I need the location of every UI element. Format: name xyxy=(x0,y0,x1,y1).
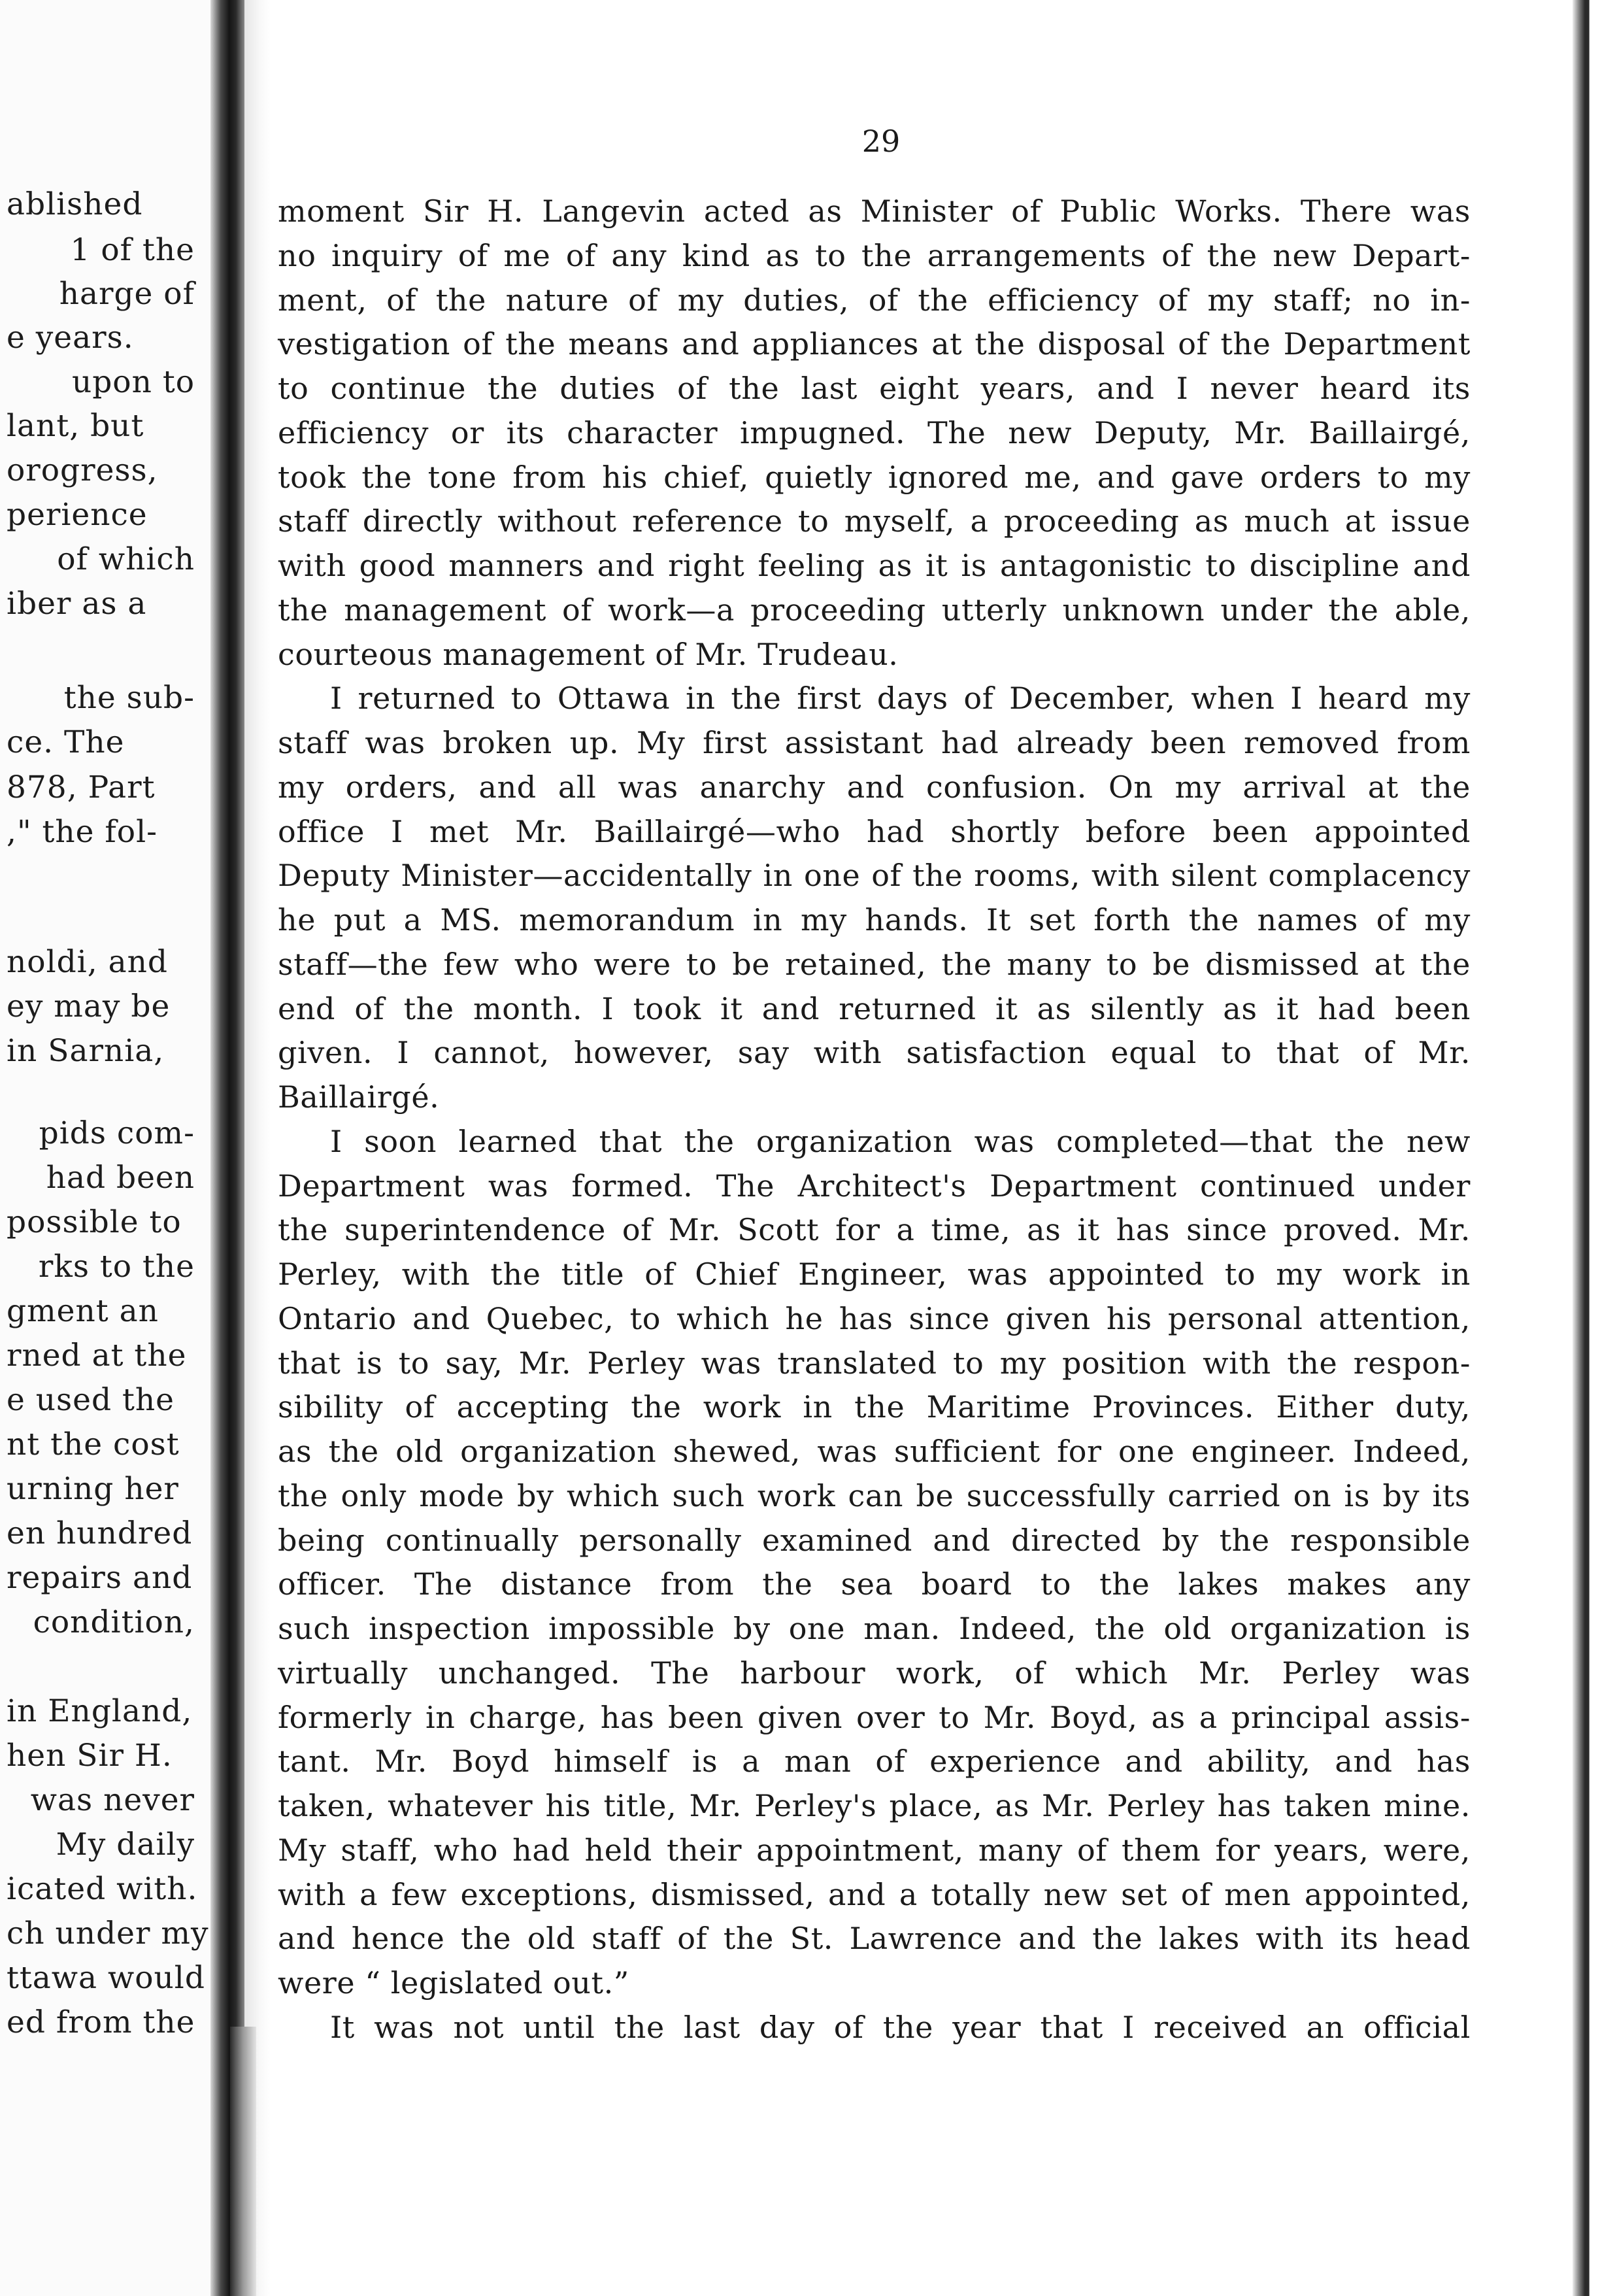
facing-page-line: ce. The xyxy=(7,724,125,760)
facing-page-line: in England, xyxy=(7,1693,193,1729)
text-line: with good manners and right feeling as it is antagonistic to discipline and xyxy=(278,548,1471,583)
facing-page-line: harge of xyxy=(59,276,195,312)
text-line: office I met Mr. Baillairgé—who had shortly before been appointed xyxy=(278,813,1471,849)
text-line: the management of work—a proceeding utterly unknown under the able, xyxy=(278,592,1471,628)
text-line: no inquiry of me of any kind as to the arrangements of the new Depart- xyxy=(278,237,1471,273)
facing-page-line: noldi, and xyxy=(7,944,168,980)
text-line: efficiency or its character impugned. The new Deputy, Mr. Baillairgé, xyxy=(278,414,1471,450)
facing-page-line: the sub- xyxy=(63,680,195,716)
text-line: the superintendence of Mr. Scott for a time, as it has since proved. Mr. xyxy=(278,1212,1471,1248)
text-line: were “ legislated out.” xyxy=(278,1965,629,2001)
text-line: Ontario and Quebec, to which he has since given his personal attention, xyxy=(278,1300,1471,1336)
gutter-foot-shadow xyxy=(230,2027,256,2296)
facing-page-line: orogress, xyxy=(7,452,158,488)
facing-page-line: e used the xyxy=(7,1382,175,1418)
page-edge xyxy=(1573,0,1600,2296)
text-line: such inspection impossible by one man. Indeed, the old organization is xyxy=(278,1611,1471,1646)
facing-page-line: nt the cost xyxy=(7,1427,180,1462)
facing-page-line: hen Sir H. xyxy=(7,1738,173,1774)
text-line: ment, of the nature of my duties, of the efficiency of my staff; no in- xyxy=(278,282,1471,318)
facing-page-line: of which xyxy=(57,541,195,577)
text-line: officer. The distance from the sea board to the lakes makes any xyxy=(278,1566,1471,1602)
facing-page-line: urning her xyxy=(7,1471,179,1507)
facing-page-line: icated with. xyxy=(7,1871,198,1907)
text-line: I returned to Ottawa in the first days of December, when I heard my xyxy=(330,681,1471,717)
page-number: 29 xyxy=(861,124,901,159)
facing-page-line: ," the fol- xyxy=(7,814,158,850)
facing-page-line: rned at the xyxy=(7,1338,187,1374)
text-line: Department was formed. The Architect's Department continued under xyxy=(278,1168,1471,1204)
facing-page-line: upon to xyxy=(71,364,195,400)
gutter-shadow xyxy=(244,0,271,2296)
text-line: vestigation of the means and appliances at the disposal of the Department xyxy=(278,326,1471,362)
facing-page-line: possible to xyxy=(7,1204,182,1240)
facing-page-line: 878, Part xyxy=(7,769,156,805)
facing-page-line: 1 of the xyxy=(70,232,195,268)
text-line: moment Sir H. Langevin acted as Minister of Public Works. There was xyxy=(278,194,1471,229)
facing-page-line: was never xyxy=(30,1782,195,1818)
text-line: tant. Mr. Boyd himself is a man of experience and ability, and has xyxy=(278,1744,1471,1780)
text-line: my orders, and all was anarchy and confusion. On my arrival at the xyxy=(278,769,1471,805)
facing-page-line: ttawa would xyxy=(7,1960,205,1996)
text-line: staff—the few who were to be retained, the many to be dismissed at the xyxy=(278,946,1471,982)
facing-page-line: gment an xyxy=(7,1293,159,1329)
facing-page-line: ed from the xyxy=(7,2004,195,2040)
text-line: Perley, with the title of Chief Engineer, was appointed to my work in xyxy=(278,1257,1471,1292)
facing-page-line: lant, but xyxy=(7,408,144,444)
text-line: as the old organization shewed, was sufficient for one engineer. Indeed, xyxy=(278,1434,1471,1469)
text-line: formerly in charge, has been given over to Mr. Boyd, as a principal assis- xyxy=(278,1699,1471,1735)
text-line: My staff, who had held their appointment, many of them for years, were, xyxy=(278,1832,1471,1868)
facing-page-line: ch under my xyxy=(7,1916,209,1951)
text-line: Baillairgé. xyxy=(278,1079,440,1115)
text-line: sibility of accepting the work in the Maritime Provinces. Either duty, xyxy=(278,1389,1471,1425)
text-line: with a few exceptions, dismissed, and a totally new set of men appointed, xyxy=(278,1876,1471,1912)
text-line: I soon learned that the organization was completed—that the new xyxy=(330,1123,1471,1159)
text-line: staff directly without reference to myself, a proceeding as much at issue xyxy=(278,503,1471,539)
facing-page-line: pids com- xyxy=(39,1115,195,1151)
facing-page-line: repairs and xyxy=(7,1560,193,1596)
body-text xyxy=(278,190,1471,2050)
text-line: virtually unchanged. The harbour work, of which Mr. Perley was xyxy=(278,1655,1471,1691)
text-line: taken, whatever his title, Mr. Perley's place, as Mr. Perley has taken mine. xyxy=(278,1788,1471,1823)
text-line: and hence the old staff of the St. Lawrence and the lakes with its head xyxy=(278,1921,1471,1957)
text-line: being continually personally examined and directed by the responsible xyxy=(278,1522,1471,1558)
text-line: took the tone from his chief, quietly ignored me, and gave orders to my xyxy=(278,459,1471,495)
facing-page-line: My daily xyxy=(56,1827,195,1863)
text-line: Deputy Minister—accidentally in one of the rooms, with silent complacency xyxy=(278,858,1471,894)
facing-page-line: en hundred xyxy=(7,1515,193,1551)
facing-page-line: rks to the xyxy=(38,1249,195,1285)
facing-page-line: perience xyxy=(7,497,148,533)
facing-page-line: ablished xyxy=(7,186,143,222)
facing-page-line: condition, xyxy=(33,1604,195,1640)
text-line: that is to say, Mr. Perley was translated to my position with the respon- xyxy=(278,1345,1471,1381)
facing-page-fragment xyxy=(0,0,210,2296)
facing-page-line: ey may be xyxy=(7,988,171,1024)
text-line: he put a MS. memorandum in my hands. It set forth the names of my xyxy=(278,902,1471,937)
book-gutter xyxy=(210,0,244,2296)
text-line: to continue the duties of the last eight years, and I never heard its xyxy=(278,371,1471,406)
facing-page-line: e years. xyxy=(7,320,134,356)
text-line: courteous management of Mr. Trudeau. xyxy=(278,636,899,672)
text-line: the only mode by which such work can be successfully carried on is by its xyxy=(278,1477,1471,1513)
facing-page-line: in Sarnia, xyxy=(7,1033,165,1069)
facing-page-line: iber as a xyxy=(7,586,147,622)
text-line: staff was broken up. My first assistant had already been removed from xyxy=(278,725,1471,760)
text-line: It was not until the last day of the year that I received an official xyxy=(330,2009,1471,2045)
text-line: end of the month. I took it and returned it as silently as it had been xyxy=(278,990,1471,1026)
facing-page-line: had been xyxy=(46,1160,195,1196)
text-line: given. I cannot, however, say with satisfaction equal to that of Mr. xyxy=(278,1035,1471,1071)
